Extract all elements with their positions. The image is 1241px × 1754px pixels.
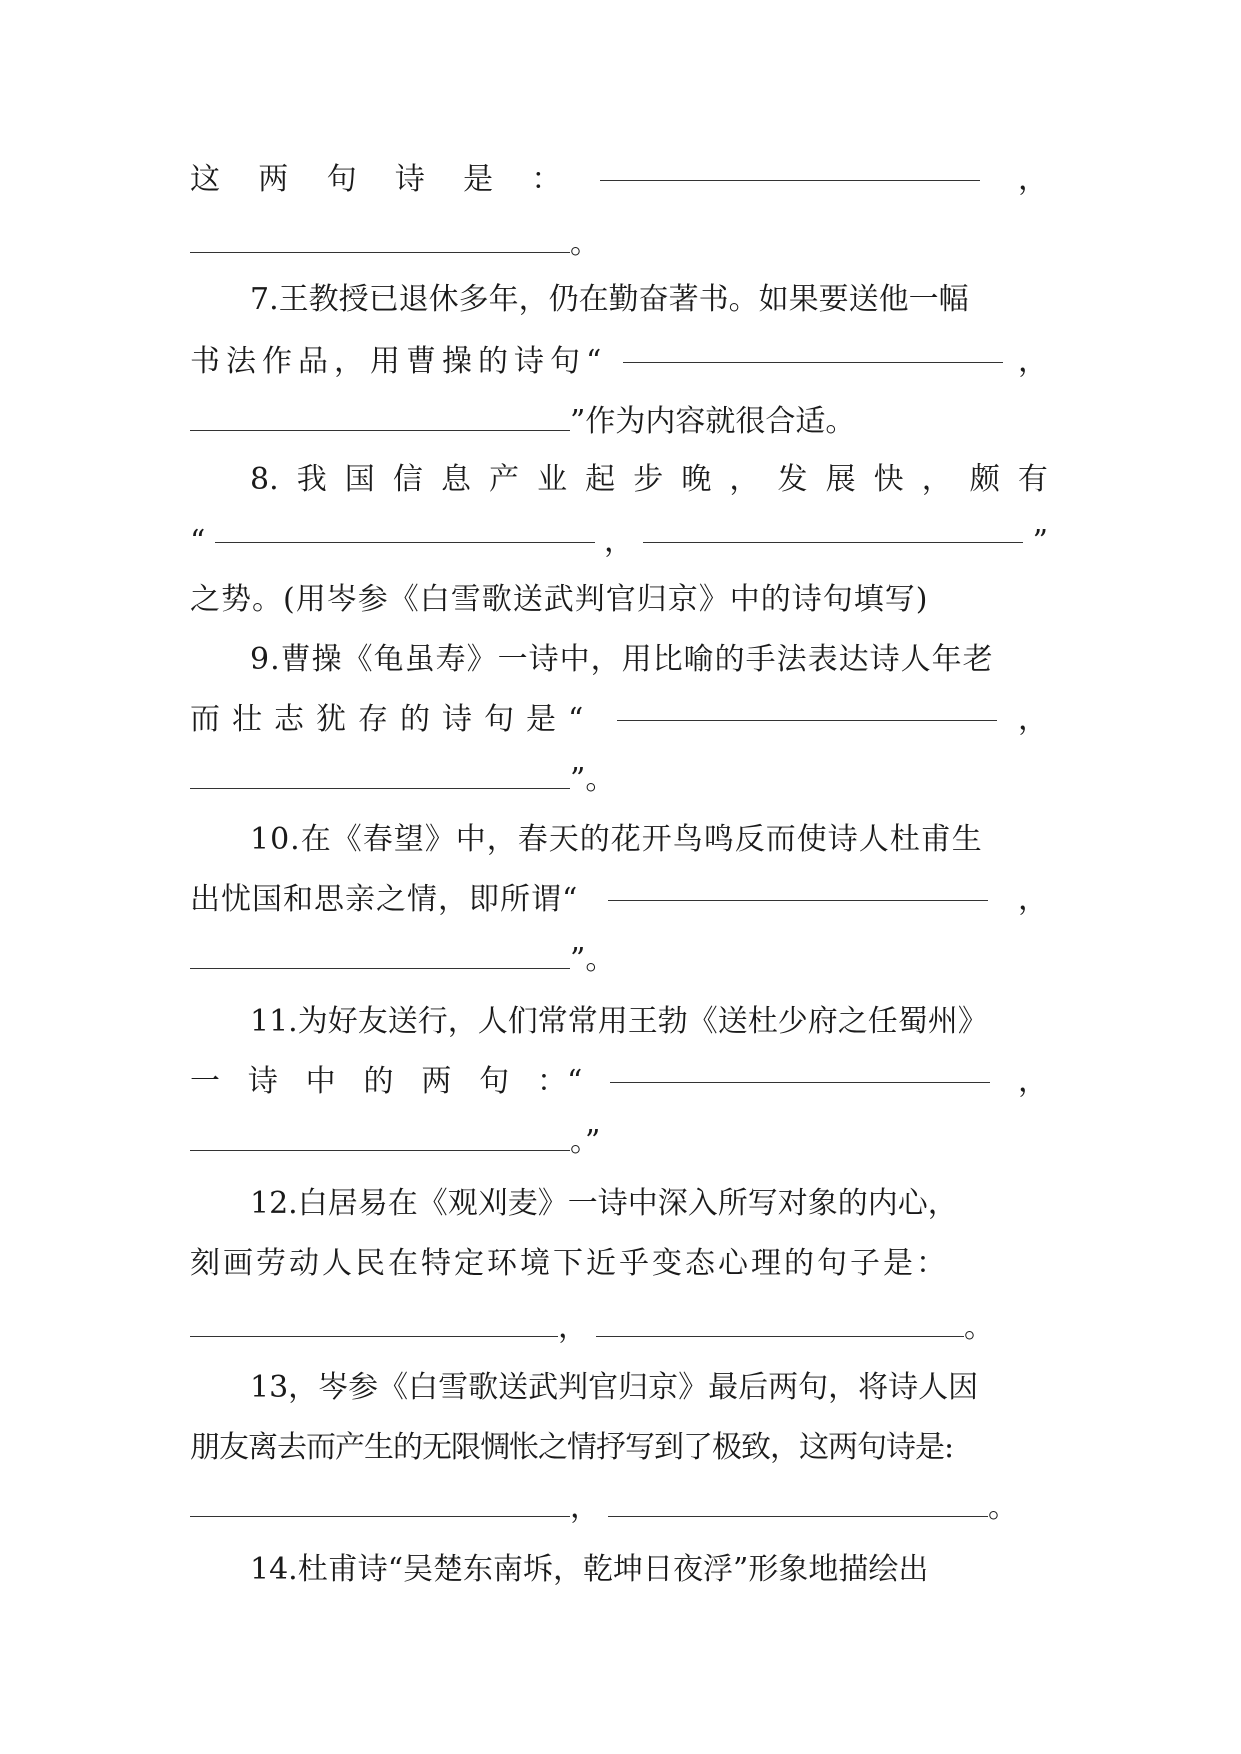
q6-line-2 [190, 216, 1048, 272]
q13-line-3 [190, 1480, 1048, 1536]
answer-blank[interactable] [190, 1515, 570, 1517]
q12-line-1 [250, 1176, 1048, 1232]
answer-blank[interactable] [623, 361, 1003, 363]
q6-char: 两 [258, 162, 289, 197]
q8-char: ， [729, 462, 760, 497]
q8-char: 快 [873, 462, 904, 497]
q9-comma: ， [1018, 702, 1048, 737]
q11-char: 中 [305, 1064, 336, 1099]
q6-line-1 [190, 152, 1048, 208]
q8-comma: ， [604, 524, 634, 559]
q11-char: 句 [479, 1064, 510, 1099]
q11-comma: ， [1017, 1064, 1048, 1099]
answer-blank[interactable] [608, 1515, 988, 1517]
q10-comma: ， [1018, 882, 1048, 917]
answer-blank[interactable] [190, 251, 570, 253]
q8-char: 颇 [969, 462, 1000, 497]
answer-blank[interactable] [617, 719, 997, 721]
q11-char: 的 [363, 1064, 394, 1099]
q6-char: 诗 [394, 162, 425, 197]
q7-line-3 [190, 394, 1048, 450]
q8-line-1 [250, 452, 1048, 508]
q11-char: 两 [421, 1064, 452, 1099]
q7-line-2 [190, 334, 1048, 390]
q7-line-1 [190, 272, 1048, 328]
q8-char: 国 [344, 462, 375, 497]
q8-char: 信 [392, 462, 423, 497]
q8-char: 有 [1017, 462, 1048, 497]
q7-text: 7.王教授已退休多年，仍在勤奋著书。如果要送他一幅 [250, 282, 969, 317]
q6-comma: ， [1017, 162, 1048, 197]
q6-char: 句 [326, 162, 357, 197]
q9-text: 而壮志犹存的诗句是“ [190, 702, 596, 737]
q13-line-1 [250, 1360, 1048, 1416]
q8-line-3 [190, 572, 1048, 628]
q8-close-quote: ” [1032, 524, 1048, 559]
answer-blank[interactable] [215, 541, 595, 543]
q8-char: 晚 [681, 462, 712, 497]
q13-comma: ， [570, 1490, 600, 1525]
q11-text: 。” [570, 1124, 601, 1159]
q7-text: 书法作品，用曹操的诗句“ [190, 344, 608, 379]
q11-line-1 [250, 994, 1048, 1050]
q8-char: 展 [825, 462, 856, 497]
q10-line-3 [190, 932, 1048, 988]
q14-line-1 [250, 1542, 1048, 1598]
q10-text: 10.在《春望》中，春天的花开鸟鸣反而使诗人杜甫生 [250, 822, 983, 857]
q9-line-1 [250, 632, 1048, 688]
q9-line-2 [190, 692, 1048, 748]
answer-blank[interactable] [610, 1081, 990, 1083]
q13-text: 13，岑参《白雪歌送武判官归京》最后两句，将诗人因 [250, 1370, 979, 1405]
q9-text: 9.曹操《龟虽寿》一诗中，用比喻的手法表达诗人年老 [250, 642, 994, 677]
q12-text: 刻画劳动人民在特定环境下近乎变态心理的句子是： [190, 1246, 949, 1281]
q10-text: 出忧国和思亲之情，即所谓“ [190, 882, 579, 917]
q9-text: ”。 [570, 762, 616, 797]
q6-char: 是 [463, 162, 494, 197]
q8-text: 之势。(用岑参《白雪歌送武判官归京》中的诗句填写) [190, 582, 929, 617]
answer-blank[interactable] [608, 899, 988, 901]
q12-line-3 [190, 1300, 1048, 1356]
answer-blank[interactable] [596, 1335, 964, 1337]
q6-char: 这 [190, 162, 220, 197]
q13-line-2 [190, 1420, 1048, 1476]
q8-char: ， [921, 462, 952, 497]
q10-text: ”。 [570, 942, 616, 977]
q8-char: 步 [633, 462, 664, 497]
answer-blank[interactable] [643, 541, 1023, 543]
q7-text: ”作为内容就很合适。 [570, 404, 856, 439]
q8-char: 发 [777, 462, 808, 497]
q12-line-2 [190, 1236, 1048, 1292]
q11-line-3 [190, 1114, 1048, 1170]
q13-text: 朋友离去而产生的无限惆怅之情抒写到了极致，这两句诗是: [190, 1430, 954, 1465]
q6-period: 。 [570, 226, 600, 261]
q14-text: 14.杜甫诗“吴楚东南坼，乾坤日夜浮”形象地描绘出 [250, 1552, 929, 1587]
answer-blank[interactable] [190, 967, 570, 969]
q10-line-1 [250, 812, 1048, 868]
q8-open-quote: “ [190, 524, 206, 559]
q8-char: 业 [537, 462, 568, 497]
q13-period: 。 [988, 1490, 1018, 1525]
q11-char: 一 [190, 1064, 220, 1099]
q11-text: 11.为好友送行，人们常常用王勃《送杜少府之任蜀州》 [250, 1004, 988, 1039]
q8-char: 8. [250, 462, 279, 497]
q9-line-3 [190, 752, 1048, 808]
q8-char: 息 [440, 462, 471, 497]
answer-blank[interactable] [600, 179, 980, 181]
q8-char: 起 [585, 462, 616, 497]
q6-char: ： [531, 162, 562, 197]
q12-period: 。 [964, 1310, 994, 1345]
q10-line-2 [190, 872, 1048, 928]
q12-text: 12.白居易在《观刈麦》一诗中深入所写对象的内心， [250, 1186, 958, 1221]
q8-line-2 [190, 514, 1048, 570]
q12-comma: ， [558, 1310, 588, 1345]
answer-blank[interactable] [190, 787, 570, 789]
answer-blank[interactable] [190, 1335, 558, 1337]
q7-comma: ， [1018, 344, 1048, 379]
answer-blank[interactable] [190, 1149, 570, 1151]
answer-blank[interactable] [190, 429, 570, 431]
q11-line-2 [190, 1054, 1048, 1110]
q8-char: 我 [296, 462, 327, 497]
q8-char: 产 [489, 462, 520, 497]
q11-char: ：“ [536, 1064, 583, 1099]
q11-char: 诗 [247, 1064, 278, 1099]
